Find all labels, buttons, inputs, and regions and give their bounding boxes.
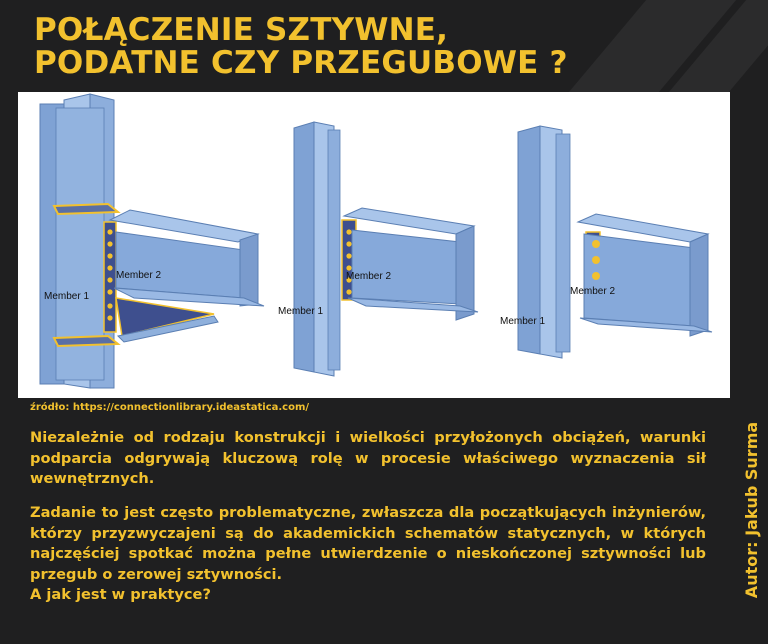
rigid-connection: [40, 94, 264, 388]
source-caption: źródło: https://connectionlibrary.ideastatica.com/: [30, 402, 310, 413]
connection-figure: [18, 92, 730, 398]
paragraph-2-question: A jak jest w praktyce?: [30, 586, 211, 603]
member1-label-2: Member 1: [278, 306, 324, 317]
member1-label-1: Member 1: [44, 291, 90, 302]
title-line-1: POŁĄCZENIE SZTYWNE,: [34, 12, 449, 48]
member2-label-2: Member 2: [346, 271, 392, 282]
paragraph-2: [30, 503, 706, 606]
pinned-connection: [500, 126, 712, 358]
page-title: [34, 14, 568, 80]
paragraph-2-body: Zadanie to jest często problematyczne, zwłaszcza dla początkujących inżynierów, którzy przyzwyczajeni są do akademickich schematów statycznych, w których najczęściej spotkać można pełne utwierdzenie o nieskończonej sztywności lub przegub o zerowej sztywności.: [30, 504, 706, 583]
title-line-2: PODATNE CZY PRZEGUBOWE ?: [34, 45, 568, 81]
member2-label-1: Member 2: [116, 270, 162, 281]
author-credit: Autor: Jakub Surma: [742, 421, 761, 599]
semi-rigid-connection: [278, 122, 478, 376]
member1-label-3: Member 1: [500, 316, 546, 327]
paragraph-1: Niezależnie od rodzaju konstrukcji i wielkości przyłożonych obciążeń, warunki podparcia odgrywają kluczową rolę w procesie właściwego wyznaczenia sił wewnętrznych.: [30, 429, 706, 487]
member2-label-3: Member 2: [570, 286, 616, 297]
